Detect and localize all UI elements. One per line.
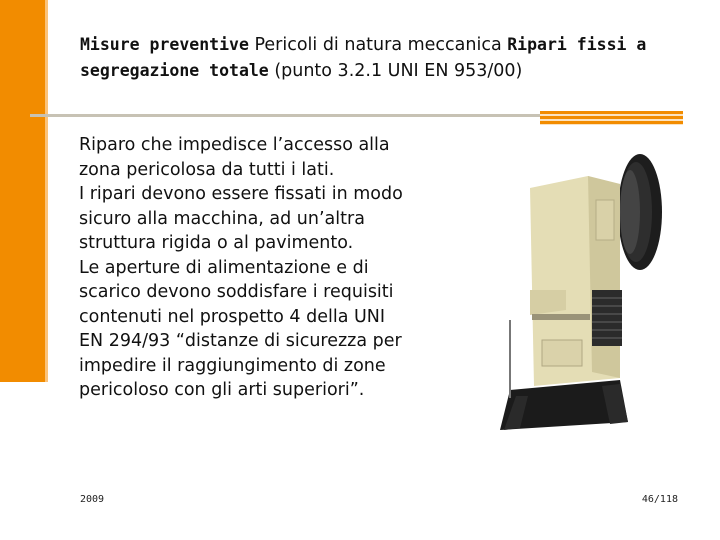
title-regular-part-2: (punto 3.2.1 UNI EN 953/00) <box>268 61 523 81</box>
paragraph: I ripari devono essere fissati in modo sicuro alla macchina, ad un’altra struttura rigida o al pavimento. <box>79 184 403 253</box>
body-text <box>79 133 409 403</box>
title-divider-accent <box>540 111 683 125</box>
title-bold-part-2: Ripari fissi a segregazione totale <box>80 35 647 80</box>
title-divider <box>30 114 550 117</box>
footer-year: 2009 <box>80 494 105 505</box>
slide-title <box>80 32 680 84</box>
press-machine-photo <box>470 140 680 440</box>
paragraph: Le aperture di alimentazione e di scarico devono soddisfare i requisiti contenuti nel prospetto 4 della UNI EN 294/93 “distanze di sicurezza per impedire il raggiungimento di zone pericoloso con gli arti superiori”. <box>79 257 402 400</box>
title-bold-part-1: Misure preventive <box>80 35 249 54</box>
footer-page-number: 46/118 <box>641 494 678 505</box>
accent-sidebar-bar <box>0 0 47 382</box>
paragraph: Riparo che impedisce l’accesso alla zona pericolosa da tutti i lati. <box>79 135 390 180</box>
title-regular-part-1: Pericoli di natura meccanica <box>248 35 508 55</box>
